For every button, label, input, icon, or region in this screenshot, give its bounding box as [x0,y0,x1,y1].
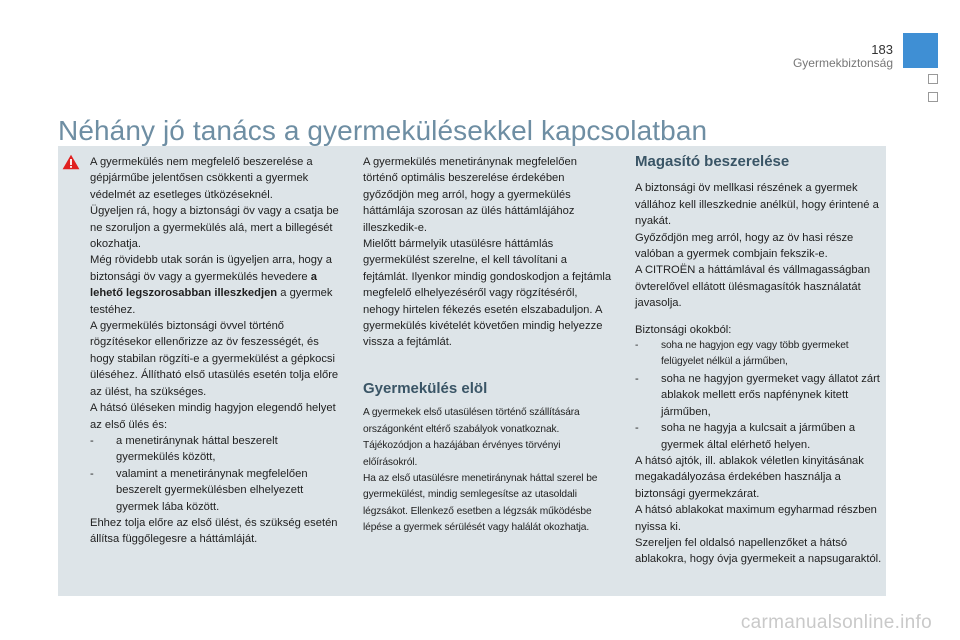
section-heading: Gyermekülés elöl [363,379,488,397]
text-span: a gyermek testéhez. [90,287,333,316]
list-item: - soha ne hagyjon egy vagy több gyermeket felügyelet nélkül a járműben, [635,338,885,371]
list-item: - soha ne hagyja a kulcsait a járműben a gyermek által elérhető helyen. [635,420,885,453]
paragraph: Szereljen fel oldalsó napellenzőket a hátsó ablakokra, hogy óvja gyermekeit a napsugaraktól. [635,536,882,566]
paragraph: A hátsó üléseken mindig hagyjon elegendő helyet az első ülés és: [90,402,336,431]
warning-triangle-icon [62,154,80,170]
section-tab-marker [903,33,938,68]
paragraph: A gyermekülés nem megfelelő beszerelése a gépjárműbe jelentősen csökkenti a gyermek védelmét az esetleges ütközéseknél. [90,156,313,201]
column-right [635,154,885,568]
paragraph: A gyermekülés menetiránynak megfelelően történő optimális beszerelése érdekében győződjön meg arról, hogy a gyermekülés háttámlája szorosan az ülés háttámlájához illeszkedik-e. [363,156,577,234]
list-item: - soha ne hagyjon gyermeket vagy állatot zárt ablakok mellett erős napfénynek kitett járműben, [635,371,885,420]
watermark: carmanualsonline.info [740,612,932,633]
list-item: - valamint a menetiránynak megfelelően beszerelt gyermekülésben elhelyezett gyermek lába között. [90,466,340,515]
page-number: 183 [871,42,893,57]
paragraph: A gyermekek első utasülésen történő szállítására országonként eltérő szabályok vonatkoznak. [363,407,580,435]
bold-text: a lehető legszorosabban illeszkedjen [90,270,318,300]
paragraph: A gyermekülés biztonsági övvel történő rögzítésekor ellenőrizze az öv feszességét, és hogy stabilan rögzíti-e a gyermekülést a gépkocsi üléséhez. Állítható első utasülés esetén tolja előre az ülést, ha szükséges. [90,320,339,398]
column-left [90,154,340,548]
paragraph: A hátsó ablakokat maximum egyharmad részben nyissa ki. [635,504,877,533]
section-heading: Magasító beszerelése [635,153,790,170]
nav-square-1 [928,74,938,84]
paragraph: Ehhez tolja előre az első ülést, és szükség esetén állítsa függőlegesre a háttámláját. [90,516,338,546]
column-middle [363,154,613,537]
paragraph: Győződjön meg arról, hogy az öv hasi része valóban a gyermek combjain fekszik-e. [635,231,854,261]
paragraph: Biztonsági okokból: [635,323,732,336]
paragraph: A biztonsági öv mellkasi részének a gyermek vállához kell illeszkednie anélkül, hogy érintené a nyakát. [635,182,879,228]
page-title: Néhány jó tanács a gyermekülésekkel kapcsolatban [58,114,708,146]
section-label: Gyermekbiztonság [792,56,893,70]
nav-square-2 [928,92,938,102]
list-item: - a menetiránynak háttal beszerelt gyermekülés között, [90,433,340,466]
paragraph: Tájékozódjon a hazájában érvényes törvényi előírásokról. [363,440,561,468]
paragraph: A CITROËN a háttámlával és vállmagasságban övterelővel ellátott ülésmagasítók használatát javasolja. [635,264,871,310]
paragraph: A hátsó ajtók, ill. ablakok véletlen kinyitásának megakadályozása érdekében használja a biztonsági gyermekzárat. [635,454,864,500]
paragraph [90,252,340,318]
paragraph: Ha az első utasülésre menetiránynak háttal szerel be gyermekülést, mindig semlegesítse az utasoldali légzsákot. Ellenkező esetben a légzsák működésbe lépése a gyermek sérülését vagy halálát okozhatja. [363,472,598,534]
text-span: Még rövidebb utak során is ügyeljen arra, hogy a biztonsági öv vagy a gyermekülés hevedere [90,254,332,283]
paragraph: Ügyeljen rá, hogy a biztonsági öv vagy a csatja be ne szoruljon a gyermekülés alá, mert a billegését okozhatja. [90,205,339,251]
paragraph: Mielőtt bármelyik utasülésre háttámlás gyermekülést szerelne, el kell távolítani a fejtámlát. Ilyenkor mindig gondoskodjon a fejtámla megfelelő elhelyezéséről vagy rögzítéséről, nehogy hirtelen fékezés esetén elszabaduljon. A gyermekülés kivételét követően mindig helyezze vissza a fejtámlát. [363,238,612,349]
